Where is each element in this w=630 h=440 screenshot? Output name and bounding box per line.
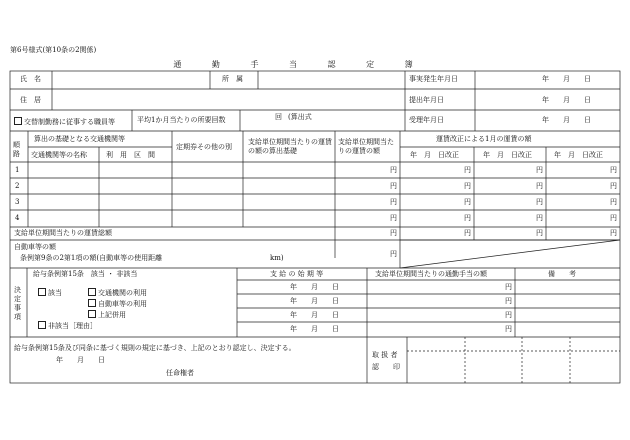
yen-r3-c2: 円 bbox=[464, 198, 471, 206]
decision-label: 決定事項 bbox=[14, 286, 21, 321]
vehicle-label: 自動車等の額 bbox=[14, 243, 56, 251]
fact-date-value: 年 月 日 bbox=[542, 75, 591, 83]
applicable-option: 該当 bbox=[38, 288, 62, 297]
transport-use-option: 交通機関の利用 bbox=[88, 288, 147, 297]
yen-r2-c2: 円 bbox=[464, 182, 471, 190]
transport-use-checkbox[interactable] bbox=[88, 288, 96, 296]
submit-date-label: 提出年月日 bbox=[409, 96, 444, 104]
remarks-label: 備 考 bbox=[548, 270, 576, 278]
allowance-yen-3: 円 bbox=[505, 311, 512, 319]
yen-total-c4: 円 bbox=[610, 229, 617, 237]
revision-date-1: 年 月 日改正 bbox=[410, 151, 459, 159]
km-unit: km) bbox=[270, 254, 284, 262]
yen-total-c2: 円 bbox=[464, 229, 471, 237]
shift-worker-checkbox-label: 交替制勤務に従事する職員等 bbox=[14, 117, 115, 126]
vehicle-use-option: 自動車等の利用 bbox=[88, 299, 147, 308]
revision-date-3: 年 月 日改正 bbox=[554, 151, 603, 159]
certification-date: 年 月 日 bbox=[56, 356, 105, 364]
total-fare-label: 支給単位期間当たりの運賃総額 bbox=[14, 229, 112, 237]
certification-text: 給与条例第15条及び同条に基づく規則の規定に基づき、上記のとおり認定し、決定する。 bbox=[14, 344, 296, 352]
yen-r3-c4: 円 bbox=[610, 198, 617, 206]
period-fare-basis-label: 支給単位期間当たりの運賃の額の算出基礎 bbox=[248, 138, 332, 155]
yen-r3-c1: 円 bbox=[390, 198, 397, 206]
applicable-checkbox[interactable] bbox=[38, 288, 46, 296]
row-number-3: 3 bbox=[15, 198, 20, 206]
fact-date-label: 事実発生年月日 bbox=[409, 75, 458, 83]
yen-r2-c3: 円 bbox=[536, 182, 543, 190]
allowance-yen-4: 円 bbox=[505, 325, 512, 333]
yen-r4-c2: 円 bbox=[464, 214, 471, 222]
yen-r3-c3: 円 bbox=[536, 198, 543, 206]
usage-section-label: 利 用 区 間 bbox=[106, 151, 155, 159]
period-fare-label: 支給単位期間当たりの運賃の額 bbox=[338, 138, 394, 155]
address-label: 住 居 bbox=[20, 96, 41, 104]
order-label: 順路 bbox=[13, 141, 20, 158]
combined-use-checkbox[interactable] bbox=[88, 310, 96, 318]
calc-formula-label: (算出式 bbox=[288, 113, 312, 121]
yen-r4-c3: 円 bbox=[536, 214, 543, 222]
receive-date-label: 受理年月日 bbox=[409, 116, 444, 124]
transport-name-label: 交通機関等の名称 bbox=[31, 151, 87, 159]
start-date-4: 年 月 日 bbox=[290, 325, 339, 333]
submit-date-value: 年 月 日 bbox=[542, 96, 591, 104]
allowance-yen-1: 円 bbox=[505, 283, 512, 291]
yen-vehicle: 円 bbox=[390, 250, 397, 258]
appointer-label: 任命権者 bbox=[166, 369, 194, 377]
start-date-3: 年 月 日 bbox=[290, 311, 339, 319]
start-date-2: 年 月 日 bbox=[290, 297, 339, 305]
allowance-amount-label: 支給単位期間当たりの通勤手当の額 bbox=[375, 270, 487, 278]
yen-r1-c4: 円 bbox=[610, 166, 617, 174]
vehicle-detail-label: 条例第9条の2第1項の額(自動車等の使用距離 bbox=[20, 254, 163, 262]
yen-r2-c4: 円 bbox=[610, 182, 617, 190]
vehicle-use-checkbox[interactable] bbox=[88, 299, 96, 307]
affiliation-label: 所 属 bbox=[222, 75, 243, 83]
yen-r1-c1: 円 bbox=[390, 166, 397, 174]
transport-basis-label: 算出の基礎となる交通機関等 bbox=[34, 135, 125, 143]
seal-label: 認 印 bbox=[372, 363, 400, 371]
payment-start-label: 支 給 の 始 期 等 bbox=[270, 270, 324, 278]
shift-worker-checkbox[interactable] bbox=[14, 117, 22, 125]
not-applicable-option: 非該当［理由］ bbox=[38, 321, 97, 330]
not-applicable-checkbox[interactable] bbox=[38, 321, 46, 329]
form-code: 第6号様式(第10条の2関係) bbox=[10, 46, 97, 54]
yen-r4-c4: 円 bbox=[610, 214, 617, 222]
monthly-days-label: 平均1か月当たりの所要回数 bbox=[137, 116, 226, 124]
yen-total-c3: 円 bbox=[536, 229, 543, 237]
page-title: 通 勤 手 当 認 定 簿 bbox=[173, 60, 427, 69]
yen-r2-c1: 円 bbox=[390, 182, 397, 190]
article15-label: 給与条例第15条 該当 ・ 非該当 bbox=[33, 270, 138, 278]
allowance-yen-2: 円 bbox=[505, 297, 512, 305]
yen-r4-c1: 円 bbox=[390, 214, 397, 222]
yen-r1-c2: 円 bbox=[464, 166, 471, 174]
revision-date-2: 年 月 日改正 bbox=[483, 151, 532, 159]
yen-total-c1: 円 bbox=[390, 229, 397, 237]
pass-other-label: 定期券その他の別 bbox=[176, 143, 232, 151]
row-number-1: 1 bbox=[15, 166, 20, 174]
receive-date-value: 年 月 日 bbox=[542, 116, 591, 124]
row-number-4: 4 bbox=[15, 214, 20, 222]
times-unit: 回 bbox=[275, 113, 282, 121]
handler-label: 取 扱 者 bbox=[372, 351, 398, 359]
combined-use-option: 上記併用 bbox=[88, 310, 126, 319]
row-number-2: 2 bbox=[15, 182, 20, 190]
yen-r1-c3: 円 bbox=[536, 166, 543, 174]
name-label: 氏 名 bbox=[20, 75, 41, 83]
start-date-1: 年 月 日 bbox=[290, 283, 339, 291]
fare-revision-label: 運賃改正による1月の運賃の額 bbox=[436, 135, 532, 143]
